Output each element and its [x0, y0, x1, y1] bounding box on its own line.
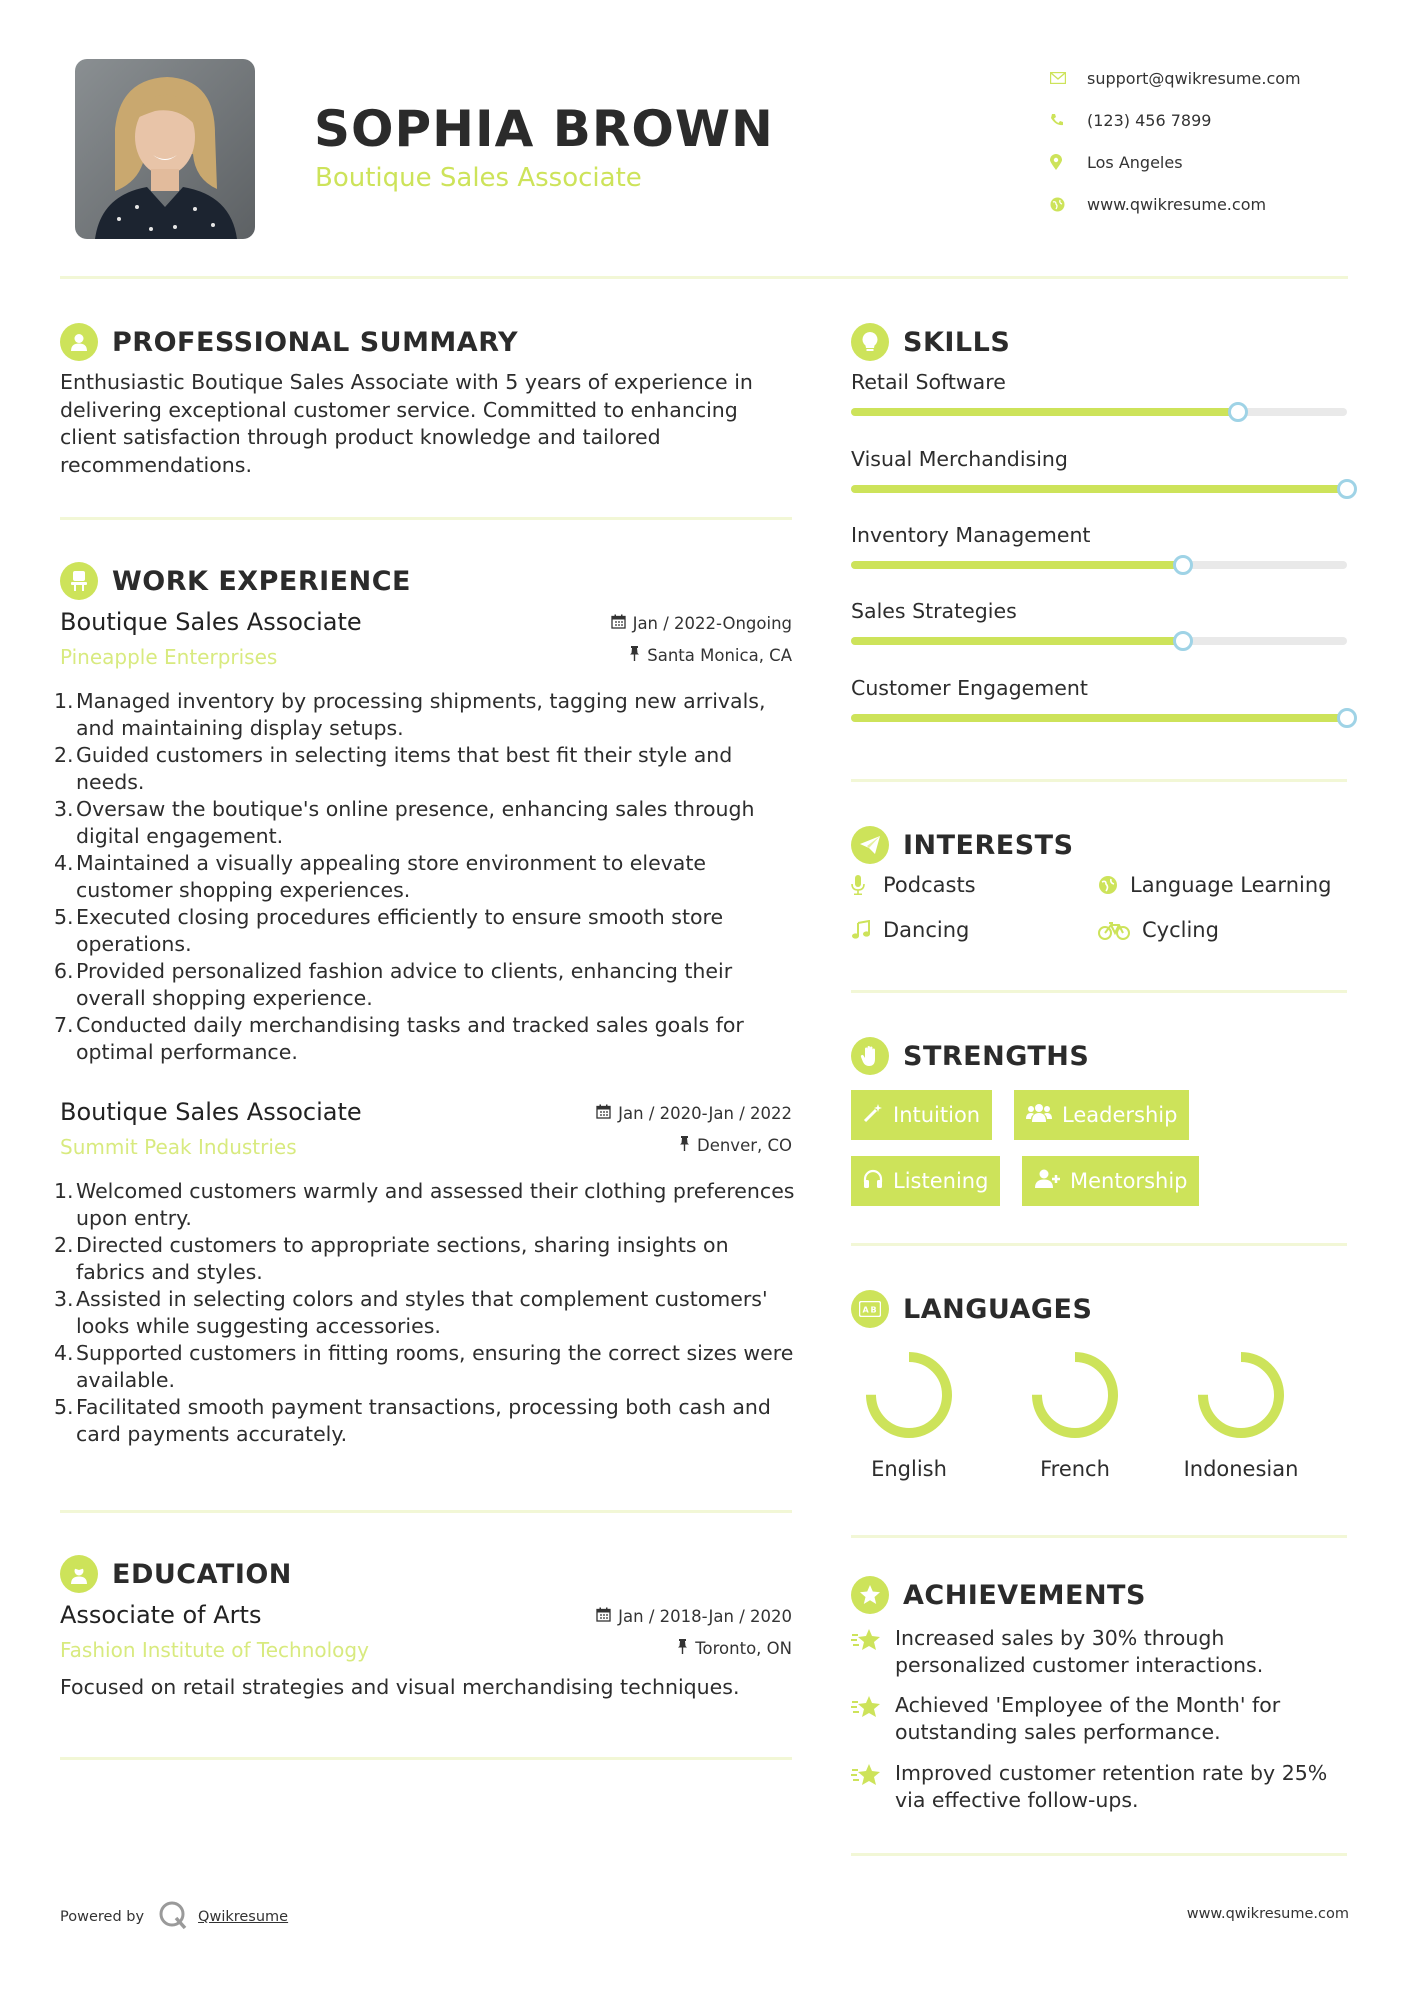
list-item: 3. Oversaw the boutique's online presence, enhancing sales through digital engagement.: [54, 797, 755, 848]
strength-label: Mentorship: [1070, 1169, 1188, 1193]
achievements-title: ACHIEVEMENTS: [903, 1579, 1146, 1611]
experience-divider: [60, 1510, 792, 1513]
calendar-icon: [596, 1607, 611, 1626]
list-item: 3. Assisted in selecting colors and styles that complement customers' looks while suggesting accessories.: [54, 1287, 768, 1338]
list-item: 2. Directed customers to appropriate sections, sharing insights on fabrics and styles.: [54, 1233, 729, 1284]
languages-header: [851, 1290, 1092, 1328]
skill-name: Inventory Management: [851, 523, 1091, 547]
strength-chip: [851, 1090, 992, 1140]
skill-name: Visual Merchandising: [851, 447, 1068, 471]
strengths-divider: [851, 1243, 1347, 1246]
skill-item: [851, 523, 1347, 599]
summary-title: PROFESSIONAL SUMMARY: [112, 326, 519, 358]
pin-icon: [679, 1136, 690, 1155]
candidate-name: SOPHIA BROWN: [314, 100, 774, 158]
hand-icon: [851, 1037, 889, 1075]
language-item: [1000, 1345, 1150, 1481]
achievement-item: [851, 1692, 1351, 1746]
lightbulb-icon: [851, 323, 889, 361]
contact-email-text: support@qwikresume.com: [1087, 68, 1301, 88]
strength-label: Leadership: [1062, 1103, 1178, 1127]
skill-bar-fill: [851, 408, 1238, 416]
achievements-header: [851, 1576, 1146, 1614]
job-entry: [54, 1098, 795, 1458]
job-date: [611, 614, 792, 633]
job-entry: [54, 608, 792, 1078]
job-bullets: [54, 1178, 800, 1448]
list-item: 4. Supported customers in fitting rooms, ensuring the correct sizes were available.: [54, 1341, 794, 1392]
education-location: [677, 1639, 792, 1658]
skill-name: Customer Engagement: [851, 676, 1088, 700]
experience-title: WORK EXPERIENCE: [112, 565, 411, 597]
language-level-ring: [1025, 1345, 1125, 1445]
achievement-item: [851, 1625, 1351, 1679]
contact-phone-text: (123) 456 7899: [1087, 110, 1212, 130]
job-bullets: [54, 688, 800, 1066]
summary-text: Enthusiastic Boutique Sales Associate with 5 years of experience in delivering exceptional customer service. Committed to enhancing client satisfaction through product knowledge and tailored recommendations.: [60, 370, 753, 477]
skill-name: Retail Software: [851, 370, 1006, 394]
user-icon: [60, 323, 98, 361]
star-icon: [851, 1760, 895, 1814]
language-level-ring: [1191, 1345, 1291, 1445]
qwikresume-logo-icon: [158, 1900, 188, 1934]
skill-bar-fill: [851, 637, 1183, 645]
skill-bar-knob: [1337, 708, 1357, 728]
job-date-text: Jan / 2022-Ongoing: [632, 614, 792, 633]
strength-chip: [1014, 1090, 1189, 1140]
music-note-icon: [851, 920, 883, 940]
job-location-text: Denver, CO: [696, 1136, 792, 1155]
language-item: [1166, 1345, 1316, 1481]
skill-name: Sales Strategies: [851, 599, 1017, 623]
strength-chip: [851, 1156, 1000, 1206]
profile-photo: [75, 59, 255, 239]
skills-divider: [851, 779, 1347, 782]
footer-branding: [60, 1900, 288, 1934]
education-location-text: Toronto, ON: [695, 1639, 792, 1658]
user-plus-icon: [1034, 1169, 1060, 1194]
phone-icon: [1050, 113, 1087, 127]
job-date: [596, 1104, 792, 1123]
skill-bar-fill: [851, 485, 1347, 493]
job-date-text: Jan / 2020-Jan / 2022: [618, 1104, 792, 1123]
list-item: 4. Maintained a visually appealing store environment to elevate customer shopping experiences.: [54, 851, 707, 902]
education-divider: [60, 1757, 792, 1760]
list-item: 1. Welcomed customers warmly and assessed their clothing preferences upon entry.: [54, 1179, 795, 1230]
skill-bar-knob: [1337, 479, 1357, 499]
chair-icon: [60, 562, 98, 600]
skill-bar-knob: [1173, 631, 1193, 651]
globe-icon: [1050, 197, 1087, 212]
contact-website-text: www.qwikresume.com: [1087, 194, 1267, 214]
education-header: [60, 1555, 292, 1593]
education-school: Fashion Institute of Technology: [60, 1638, 369, 1662]
skill-item: [851, 599, 1347, 675]
powered-by-text: Powered by: [60, 1909, 145, 1925]
skill-bar-knob: [1228, 402, 1248, 422]
language-item: [834, 1345, 984, 1481]
interest-label: Podcasts: [883, 873, 976, 897]
skill-item: [851, 370, 1347, 446]
star-icon: [851, 1692, 895, 1746]
contact-website[interactable]: [1050, 183, 1301, 225]
profile-photo-image: [75, 59, 255, 239]
education-description: Focused on retail strategies and visual merchandising techniques.: [60, 1675, 740, 1699]
mail-icon: [1050, 72, 1087, 84]
list-item: 5. Executed closing procedures efficiently to ensure smooth store operations.: [54, 905, 724, 956]
job-location: [629, 646, 792, 665]
skill-bar: [851, 714, 1347, 722]
skill-bar-fill: [851, 561, 1183, 569]
contact-location-text: Los Angeles: [1087, 152, 1183, 172]
education-degree: Associate of Arts: [60, 1601, 262, 1629]
achievements-divider: [851, 1853, 1347, 1856]
language-name: English: [871, 1457, 947, 1481]
skills-header: [851, 323, 1010, 361]
interest-item: [851, 873, 976, 897]
strengths-header: [851, 1037, 1089, 1075]
microphone-icon: [851, 875, 883, 895]
strength-chip: [1022, 1156, 1199, 1206]
education-entry: [60, 1601, 792, 1671]
language-name: Indonesian: [1183, 1457, 1299, 1481]
interest-label: Cycling: [1142, 918, 1219, 942]
achievement-item: [851, 1760, 1351, 1814]
contact-list: [1050, 57, 1301, 225]
list-item: 2. Guided customers in selecting items that best fit their style and needs.: [54, 743, 733, 794]
languages-title: LANGUAGES: [903, 1293, 1093, 1325]
paper-plane-icon: [851, 826, 889, 864]
skill-item: [851, 676, 1347, 752]
skills-title: SKILLS: [903, 326, 1011, 358]
job-title: Boutique Sales Associate: [60, 608, 362, 636]
job-company: Summit Peak Industries: [60, 1135, 297, 1159]
skill-bar-knob: [1173, 555, 1193, 575]
list-item: 1. Managed inventory by processing shipments, tagging new arrivals, and maintaining display setups.: [54, 689, 766, 740]
graduate-icon: [60, 1555, 98, 1593]
contact-email[interactable]: [1050, 57, 1301, 99]
languages-divider: [851, 1535, 1347, 1538]
skill-item: [851, 447, 1347, 523]
education-date: [596, 1607, 792, 1626]
pin-icon: [629, 646, 640, 665]
job-location: [679, 1136, 792, 1155]
language-name: French: [1040, 1457, 1110, 1481]
pin-icon: [677, 1639, 688, 1658]
interests-divider: [851, 990, 1347, 993]
bicycle-icon: [1098, 920, 1142, 940]
interest-label: Dancing: [883, 918, 970, 942]
interest-item: [851, 918, 969, 942]
star-icon: [851, 1625, 895, 1679]
calendar-icon: [596, 1104, 611, 1123]
achievement-text: Increased sales by 30% through personalized customer interactions.: [895, 1626, 1264, 1677]
translate-icon: [851, 1290, 889, 1328]
magic-wand-icon: [863, 1103, 883, 1128]
language-level-ring: [859, 1345, 959, 1445]
contact-location: [1050, 141, 1301, 183]
job-company: Pineapple Enterprises: [60, 645, 278, 669]
contact-phone[interactable]: [1050, 99, 1301, 141]
interest-label: Language Learning: [1130, 873, 1332, 897]
skill-bar-fill: [851, 714, 1347, 722]
strengths-title: STRENGTHS: [903, 1040, 1090, 1072]
globe-icon: [1098, 875, 1130, 895]
interests-header: [851, 826, 1074, 864]
location-pin-icon: [1050, 154, 1087, 170]
calendar-icon: [611, 614, 626, 633]
footer-website-link[interactable]: www.qwikresume.com: [1186, 1906, 1349, 1922]
education-date-text: Jan / 2018-Jan / 2020: [618, 1607, 792, 1626]
list-item: 6. Provided personalized fashion advice to clients, enhancing their overall shopping experience.: [54, 959, 733, 1010]
skill-bar: [851, 561, 1347, 569]
star-badge-icon: [851, 1576, 889, 1614]
svg-text:B: B: [870, 1305, 877, 1315]
header-divider: [60, 276, 1348, 279]
interest-item: [1098, 873, 1331, 897]
strength-label: Listening: [893, 1169, 989, 1193]
job-location-text: Santa Monica, CA: [647, 646, 792, 665]
skill-bar: [851, 485, 1347, 493]
summary-header: [60, 323, 518, 361]
strength-label: Intuition: [893, 1103, 981, 1127]
interest-item: [1098, 918, 1219, 942]
education-title: EDUCATION: [112, 1558, 292, 1590]
achievement-text: Achieved 'Employee of the Month' for outstanding sales performance.: [895, 1693, 1281, 1744]
summary-divider: [60, 517, 792, 520]
skill-bar: [851, 637, 1347, 645]
skill-bar: [851, 408, 1347, 416]
interests-title: INTERESTS: [903, 829, 1074, 861]
candidate-role: Boutique Sales Associate: [315, 163, 642, 193]
job-title: Boutique Sales Associate: [60, 1098, 362, 1126]
qwikresume-link[interactable]: Qwikresume: [198, 1909, 289, 1925]
list-item: 5. Facilitated smooth payment transactions, processing both cash and card payments accurately.: [54, 1395, 771, 1446]
svg-text:A: A: [862, 1305, 869, 1315]
experience-header: [60, 562, 411, 600]
list-item: 7. Conducted daily merchandising tasks and tracked sales goals for optimal performance.: [54, 1013, 744, 1064]
achievement-text: Improved customer retention rate by 25% via effective follow-ups.: [895, 1761, 1328, 1812]
headphones-icon: [863, 1169, 883, 1194]
group-icon: [1026, 1103, 1052, 1128]
